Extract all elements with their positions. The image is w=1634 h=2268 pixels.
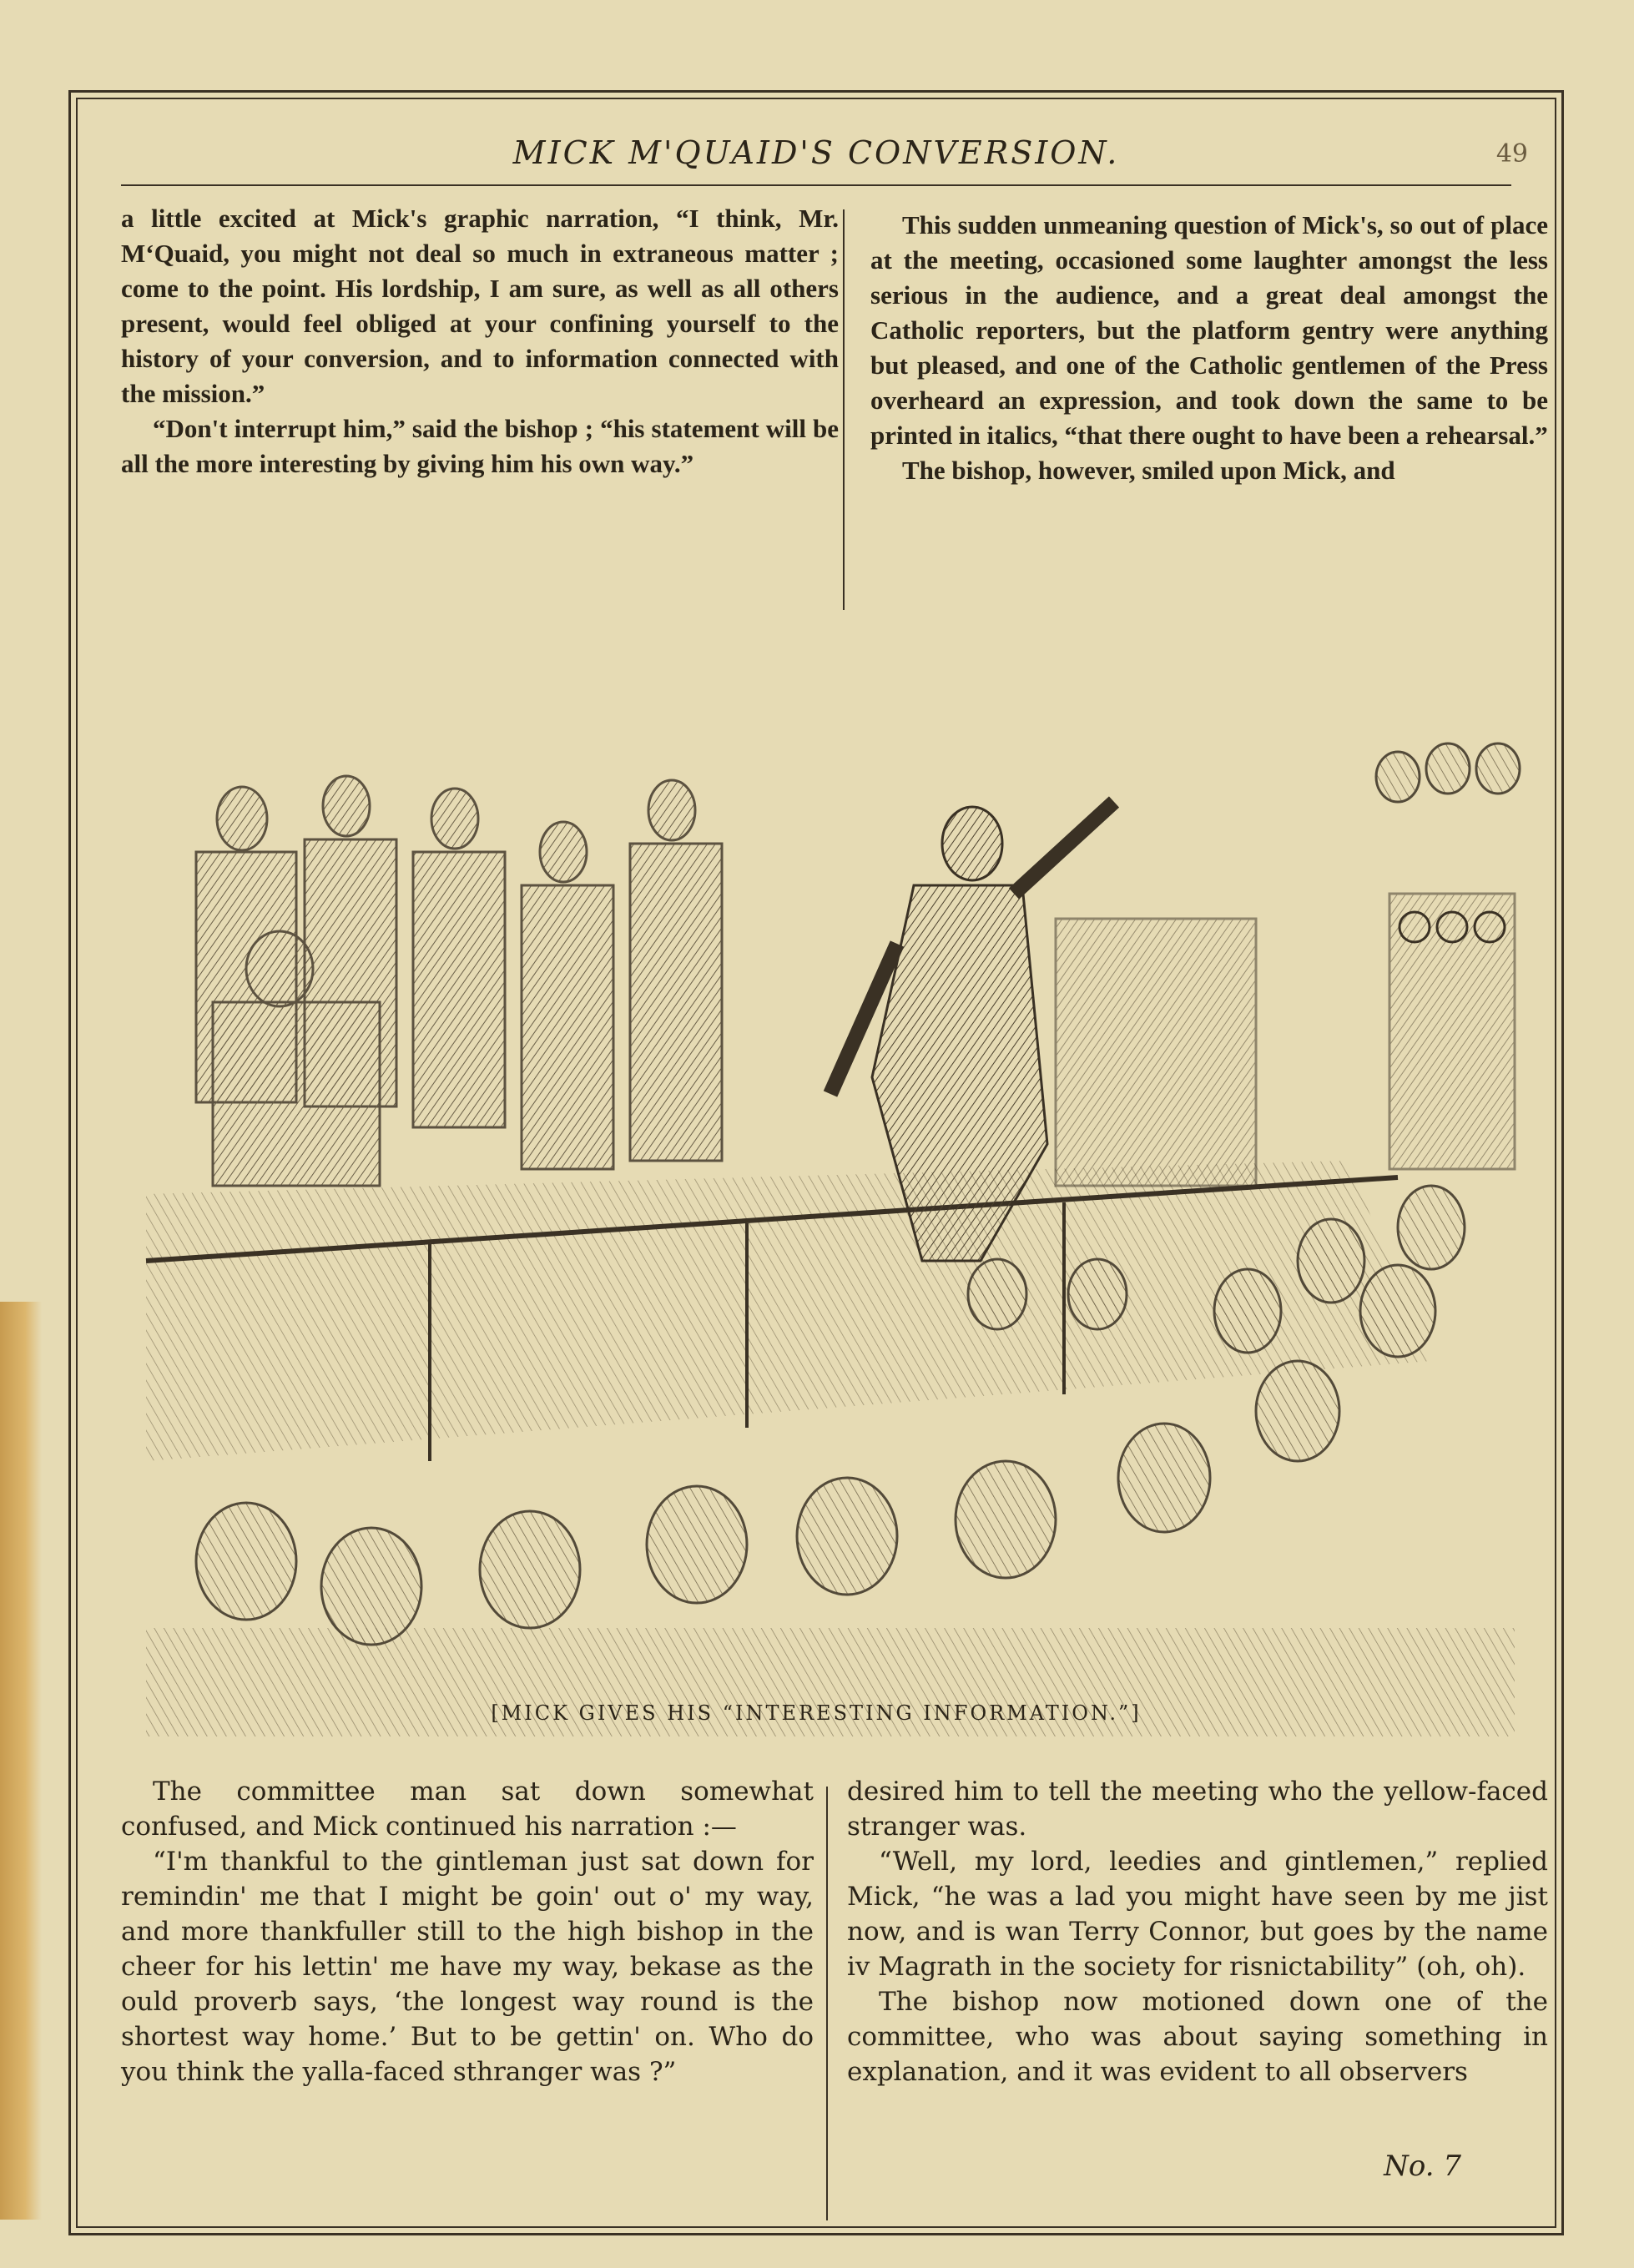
header-rule — [121, 184, 1511, 186]
engraving-illustration — [96, 727, 1531, 1753]
bottom-right-column — [847, 1774, 1548, 2089]
bottom-left-column — [121, 1774, 814, 2089]
paragraph: “Don't interrupt him,” said the bishop ; “his statement will be all the more interesting by giving him his own way.” — [121, 414, 839, 478]
paragraph: The committee man sat down somewhat confused, and Mick continued his narration :— — [121, 1777, 814, 1842]
paragraph: The bishop now motioned down one of the committee, who was about saying something in explanation, and it was evident to all observers — [847, 1987, 1548, 2087]
page-edge — [0, 1302, 42, 2220]
issue-signature: No. 7 — [1384, 2150, 1461, 2183]
paragraph: desired him to tell the meeting who the yellow-faced stranger was. — [847, 1777, 1548, 1842]
illustration-caption: [MICK GIVES HIS “INTERESTING INFORMATION.”] — [491, 1701, 1142, 1725]
top-right-column — [870, 208, 1548, 488]
paragraph: This sudden unmeaning question of Mick's, so out of place at the meeting, occasioned some laughter amongst the less serious in the audience, and a great deal amongst the Catholic reporters, but the platform gentry were anything but pleased, and one of the Catholic gentlemen of the Press overheard an expression, and took down the same to be printed in italics, “that there ought to have been a rehearsal.” — [870, 210, 1548, 450]
top-left-column — [121, 201, 839, 481]
paragraph: a little excited at Mick's graphic narration, “I think, Mr. M‘Quaid, you might not deal so much in extraneous matter ; come to the point. His lordship, I am sure, as well as all others present, would feel obliged at your confining yourself to the history of your conversion, and to information connected with the mission.” — [121, 204, 839, 408]
page-frame — [68, 90, 1564, 2235]
paragraph: “Well, my lord, leedies and gintlemen,” replied Mick, “he was a lad you might have seen by me jist now, and is wan Terry Connor, but goes by the name iv Magrath in the society for risnictability” (oh, oh). — [847, 1847, 1548, 1982]
page-number: 49 — [1495, 139, 1528, 169]
paragraph: The bishop, however, smiled upon Mick, and — [902, 456, 1395, 485]
paragraph: “I'm thankful to the gintleman just sat down for remindin' me that I might be goin' out o' my way, and more thankfuller still to the high bishop in the cheer for his lettin' me have my way, bekase as the ould proverb says, ‘the longest way round is the shortest way home.’ But to be gettin' on. Who do you think the yalla-faced sthranger was ?” — [121, 1847, 814, 2087]
column-divider — [843, 209, 845, 610]
running-head: MICK M'QUAID'S CONVERSION. — [512, 134, 1120, 171]
column-divider — [826, 1787, 828, 2220]
